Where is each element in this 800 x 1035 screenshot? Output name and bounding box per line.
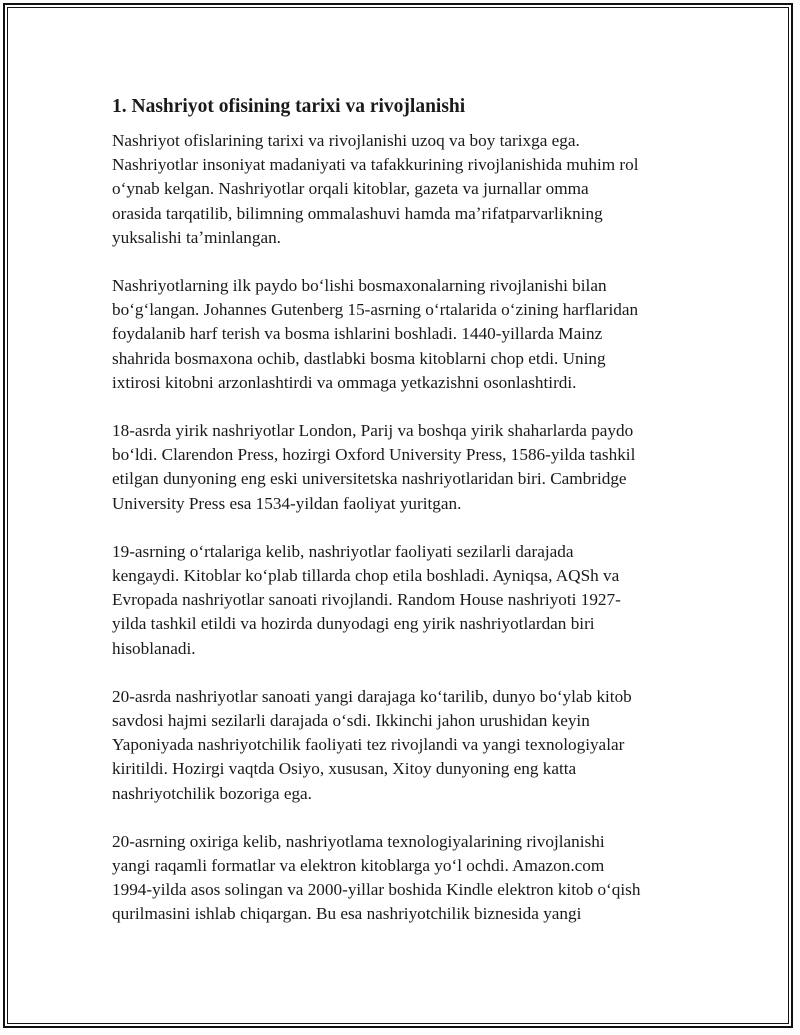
document-body bbox=[112, 94, 687, 951]
paragraph-3: 18-asrda yirik nashriyotlar London, Parij va boshqa yirik shaharlarda paydo boʻldi. Clarendon Press, hozirgi Oxford University Press, 1586-yilda tashkil etilgan dunyoning eng eski universitetska nashriyotlaridan biri. Cambridge University Press esa 1534-yildan faoliyat yuritgan. bbox=[112, 421, 636, 513]
paragraph-6: 20-asrning oxiriga kelib, nashriyotlama texnologiyalarining rivojlanishi yangi raqamli formatlar va elektron kitoblarga yoʻl ochdi. Amazon.com 1994-yilda asos solingan va 2000-yillar boshida Kindle elektron kitob oʻqish qurilmasini ishlab chiqargan. Bu esa nashriyotchilik biznesida yangi bbox=[112, 831, 641, 924]
paragraph-4: 19-asrning oʻrtalariga kelib, nashriyotlar faoliyati sezilarli darajada kengaydi. Kitoblar koʻplab tillarda chop etila boshladi. Ayniqsa, AQSh va Evropada nashriyotlar sanoati rivojlandi. Random House nashriyoti 1927- yilda tashkil etildi va hozirda dunyodagi eng yirik nashriyotlardan biri hisoblanadi. bbox=[112, 541, 621, 658]
paragraph-1: Nashriyot ofislarining tarixi va rivojlanishi uzoq va boy tarixga ega. Nashriyotlar insoniyat madaniyati va tafakkurining rivojlanishida muhim rol oʻynab kelgan. Nashriyotlar orqali kitoblar, gazeta va jurnallar omma orasida tarqatilib, bilimning ommalashuvi hamda maʼrifatparvarlikning yuksalishi taʼminlangan. bbox=[112, 131, 639, 247]
paragraph-5: 20-asrda nashriyotlar sanoati yangi darajaga koʻtarilib, dunyo boʻylab kitob savdosi hajmi sezilarli darajada oʻsdi. Ikkinchi jahon urushidan keyin Yaponiyada nashriyotchilik faoliyati tez rivojlandi va yangi texnologiyalar kiritildi. Hozirgi vaqtda Osiyo, xususan, Xitoy dunyoning eng katta nashriyotchilik bozoriga ega. bbox=[112, 686, 632, 803]
section-heading: 1. Nashriyot ofisining tarixi va rivojlanishi bbox=[112, 96, 466, 117]
paragraph-2: Nashriyotlarning ilk paydo boʻlishi bosmaxonalarning rivojlanishi bilan boʻgʻlangan. Johannes Gutenberg 15-asrning oʻrtalarida oʻzining harflaridan foydalanib harf terish va bosma ishlarini boshladi. 1440-yillarda Mainz shahrida bosmaxona ochib, dastlabki bosma kitoblarni chop etdi. Uning ixtirosi kitobni arzonlashtirdi va ommaga yetkazishni osonlashtirdi. bbox=[112, 276, 639, 392]
